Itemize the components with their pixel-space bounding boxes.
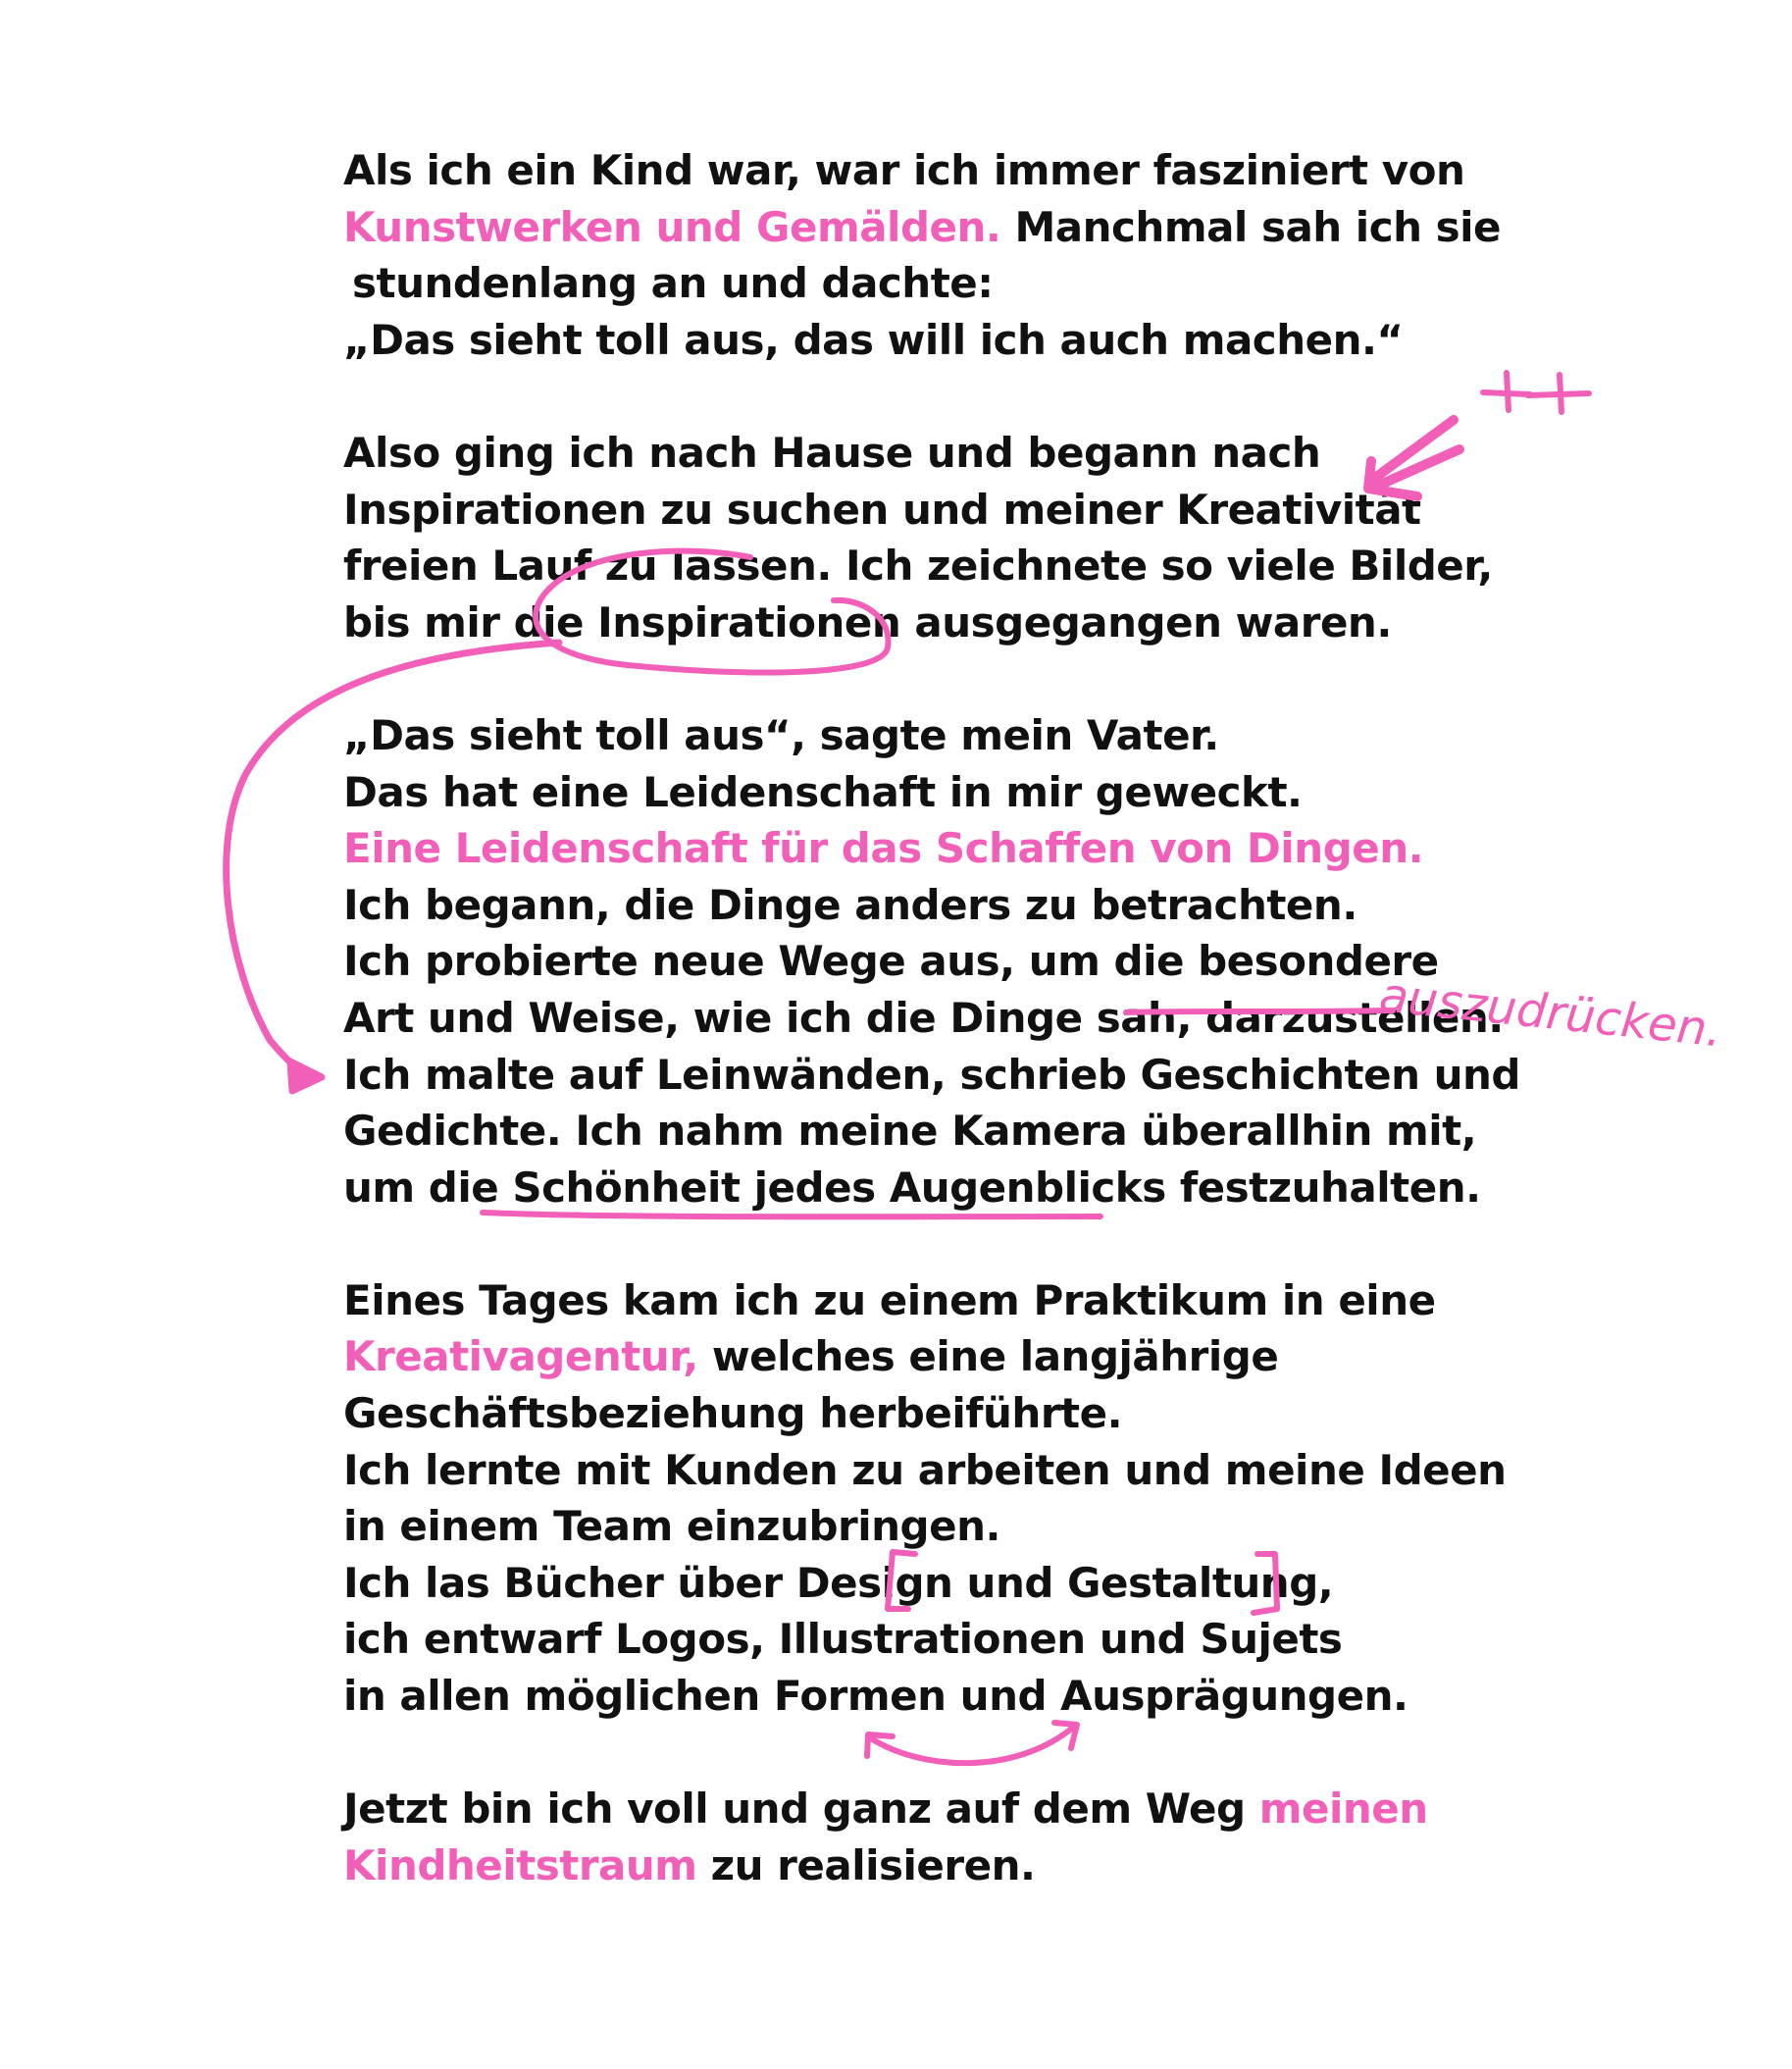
- paragraph-gap: [343, 1216, 1520, 1272]
- text-segment: ich entwarf Logos, Illustrationen und Sujets: [343, 1615, 1343, 1664]
- text-segment: stundenlang an und dachte:: [352, 259, 994, 308]
- replacement-word: auszudrücken.: [1376, 967, 1725, 1059]
- text-line: [343, 1611, 1520, 1668]
- text-segment: freien Lauf zu lassen. Ich zeichnete so viele Bilder,: [343, 542, 1493, 591]
- text-line: [343, 1442, 1520, 1499]
- text-segment: Jetzt bin ich voll und ganz auf dem Weg: [343, 1785, 1259, 1834]
- text-line: [343, 990, 1520, 1047]
- text-line: [343, 1272, 1520, 1329]
- move-arrow-head-icon: [290, 1061, 322, 1091]
- text-line: [343, 312, 1520, 369]
- text-line: [343, 820, 1520, 877]
- text-line: [343, 1498, 1520, 1555]
- text-line: [343, 538, 1520, 595]
- text-segment: in einem Team einzubringen.: [343, 1502, 1000, 1551]
- text-line: [343, 1385, 1520, 1442]
- text-line: [343, 933, 1520, 990]
- text-segment: Ich las Bücher über Design und Gestaltung,: [343, 1558, 1334, 1607]
- paragraph-gap: [343, 1725, 1520, 1782]
- text-segment: in allen möglichen Formen und Ausprägungen.: [343, 1672, 1408, 1721]
- text-line: [343, 707, 1520, 764]
- text-segment: zu realisieren.: [696, 1840, 1036, 1889]
- highlighted-text: meinen: [1258, 1785, 1428, 1834]
- text-segment: Manchmal sah ich sie: [1000, 202, 1501, 251]
- text-segment: Eines Tages kam ich zu einem Praktikum in eine: [343, 1275, 1436, 1324]
- text-segment: „Das sieht toll aus“, sagte mein Vater.: [343, 710, 1219, 759]
- text-segment: um die Schönheit jedes Augenblicks festzuhalten.: [343, 1163, 1481, 1212]
- text-line: [343, 1668, 1520, 1725]
- text-segment: Ich lernte mit Kunden zu arbeiten und meine Ideen: [343, 1445, 1507, 1494]
- text-line: [343, 425, 1520, 482]
- highlighted-text: Kreativagentur,: [343, 1332, 698, 1381]
- text-segment: Ich probierte neue Wege aus, um die besondere: [343, 937, 1439, 986]
- text-line: [343, 1781, 1520, 1837]
- text-line: [343, 482, 1520, 539]
- text-segment: Art und Weise, wie ich die Dinge sah, darzustellen.: [343, 993, 1504, 1042]
- text-segment: Das hat eine Leidenschaft in mir geweckt.: [343, 767, 1303, 816]
- text-line: [343, 1328, 1520, 1385]
- text-line: [343, 1555, 1520, 1612]
- highlighted-text: Eine Leidenschaft für das Schaffen von Dingen.: [343, 824, 1424, 873]
- text-line: [343, 142, 1520, 199]
- text-segment: Ich begann, die Dinge anders zu betrachten.: [343, 880, 1357, 929]
- text-line: [343, 877, 1520, 934]
- text-line: [343, 1047, 1520, 1104]
- text-line: [343, 595, 1520, 651]
- text-line: [343, 764, 1520, 821]
- highlighted-text: Kindheitstraum: [343, 1840, 697, 1889]
- text-line: [343, 1160, 1520, 1216]
- text-segment: Als ich ein Kind war, war ich immer fasziniert von: [343, 146, 1465, 194]
- text-segment: Geschäftsbeziehung herbeiführte.: [343, 1389, 1123, 1438]
- text-segment: welches eine langjährige: [697, 1332, 1279, 1381]
- text-line: [343, 199, 1520, 256]
- body-text: [343, 142, 1520, 1893]
- text-line: [343, 1103, 1520, 1160]
- text-segment: Also ging ich nach Hause und begann nach: [343, 428, 1321, 477]
- text-segment: „Das sieht toll aus, das will ich auch machen.“: [343, 315, 1404, 364]
- text-segment: Ich malte auf Leinwänden, schrieb Geschichten und: [343, 1050, 1520, 1099]
- highlighted-text: Kunstwerken und Gemälden.: [343, 202, 1001, 251]
- text-segment: bis mir die Inspirationen ausgegangen waren.: [343, 597, 1392, 647]
- text-line: [343, 1837, 1520, 1894]
- paragraph-gap: [343, 650, 1520, 707]
- text-line: [343, 255, 1520, 312]
- text-segment: Inspirationen zu suchen und meiner Kreativität: [343, 485, 1421, 534]
- text-segment: Gedichte. Ich nahm meine Kamera überallhin mit,: [343, 1107, 1477, 1156]
- paragraph-gap: [343, 368, 1520, 425]
